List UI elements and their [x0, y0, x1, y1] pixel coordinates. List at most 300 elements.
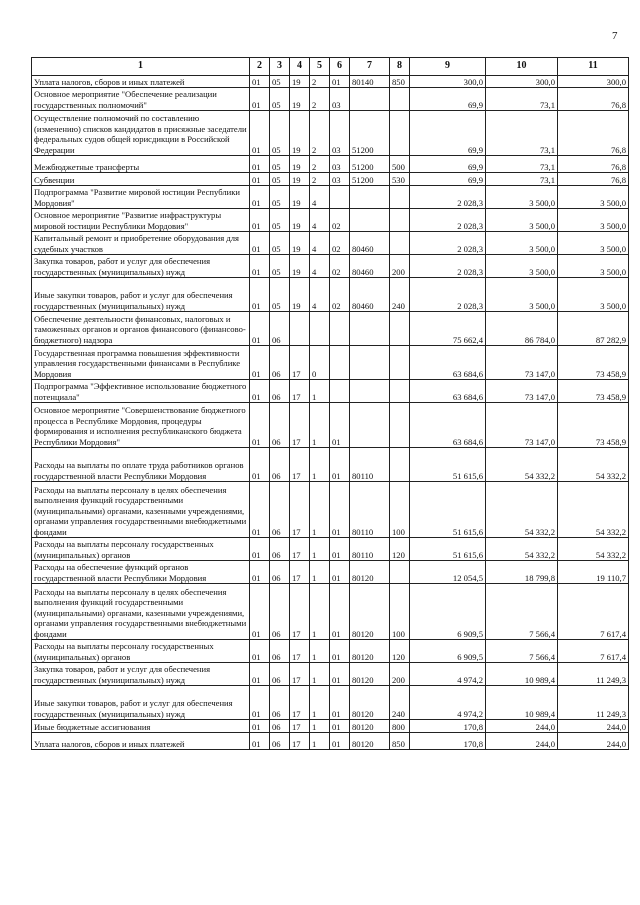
- direction-code-cell: [350, 312, 390, 346]
- row-name-cell: Иные закупки товаров, работ и услуг для обеспечения государственных (муниципальных) нужд: [32, 278, 250, 312]
- table-body: [32, 76, 629, 750]
- amount-year3-cell: 76,8: [558, 88, 629, 111]
- subprogram-code-cell: 2: [310, 76, 330, 88]
- header-cell: 11: [558, 58, 629, 76]
- program-code-cell: 19: [290, 88, 310, 111]
- amount-year3-cell: 3 500,0: [558, 186, 629, 209]
- row-name-cell: Субвенции: [32, 173, 250, 186]
- expense-type-cell: 200: [390, 663, 410, 686]
- direction-code-cell: [350, 346, 390, 380]
- expense-type-cell: 500: [390, 156, 410, 173]
- code-section-cell: 01: [250, 448, 270, 482]
- amount-year3-cell: 3 500,0: [558, 209, 629, 232]
- amount-year2-cell: 73 147,0: [486, 380, 558, 403]
- amount-year1-cell: 63 684,6: [410, 380, 486, 403]
- table-row: [32, 663, 629, 686]
- row-name-cell: Расходы на выплаты персоналу в целях обеспечения выполнения функций государственными (муниципальными) органами, казенными учреждениями, органами управления государственными внебюджетными фондами: [32, 482, 250, 538]
- code-subsection-cell: 05: [270, 173, 290, 186]
- measure-code-cell: 01: [330, 448, 350, 482]
- code-subsection-cell: 06: [270, 380, 290, 403]
- direction-code-cell: [350, 209, 390, 232]
- subprogram-code-cell: 0: [310, 346, 330, 380]
- header-cell: 2: [250, 58, 270, 76]
- subprogram-code-cell: 1: [310, 561, 330, 584]
- amount-year1-cell: 63 684,6: [410, 346, 486, 380]
- amount-year3-cell: 244,0: [558, 733, 629, 750]
- table-row: [32, 173, 629, 186]
- subprogram-code-cell: 1: [310, 403, 330, 448]
- code-subsection-cell: 05: [270, 156, 290, 173]
- program-code-cell: 17: [290, 482, 310, 538]
- amount-year3-cell: 19 110,7: [558, 561, 629, 584]
- amount-year3-cell: 11 249,3: [558, 686, 629, 720]
- expense-type-cell: [390, 561, 410, 584]
- direction-code-cell: [350, 380, 390, 403]
- direction-code-cell: 80120: [350, 720, 390, 733]
- subprogram-code-cell: 2: [310, 173, 330, 186]
- code-section-cell: 01: [250, 232, 270, 255]
- code-subsection-cell: 06: [270, 346, 290, 380]
- row-name-cell: Подпрограмма "Эффективное использование бюджетного потенциала": [32, 380, 250, 403]
- direction-code-cell: 80110: [350, 448, 390, 482]
- expense-type-cell: [390, 448, 410, 482]
- subprogram-code-cell: 1: [310, 663, 330, 686]
- program-code-cell: 17: [290, 663, 310, 686]
- code-section-cell: 01: [250, 561, 270, 584]
- code-section-cell: 01: [250, 76, 270, 88]
- table-row: [32, 720, 629, 733]
- budget-table: [31, 57, 629, 750]
- program-code-cell: 17: [290, 561, 310, 584]
- table-row: [32, 255, 629, 278]
- subprogram-code-cell: 4: [310, 209, 330, 232]
- row-name-cell: Иные бюджетные ассигнования: [32, 720, 250, 733]
- program-code-cell: 17: [290, 720, 310, 733]
- program-code-cell: 19: [290, 111, 310, 156]
- measure-code-cell: 01: [330, 584, 350, 640]
- expense-type-cell: 240: [390, 278, 410, 312]
- direction-code-cell: 80120: [350, 663, 390, 686]
- expense-type-cell: 850: [390, 733, 410, 750]
- direction-code-cell: 80120: [350, 640, 390, 663]
- amount-year3-cell: 54 332,2: [558, 538, 629, 561]
- code-subsection-cell: 06: [270, 733, 290, 750]
- amount-year1-cell: 12 054,5: [410, 561, 486, 584]
- expense-type-cell: 120: [390, 538, 410, 561]
- expense-type-cell: [390, 312, 410, 346]
- table-row: [32, 733, 629, 750]
- direction-code-cell: 51200: [350, 156, 390, 173]
- table-row: [32, 88, 629, 111]
- expense-type-cell: 100: [390, 482, 410, 538]
- amount-year2-cell: 54 332,2: [486, 538, 558, 561]
- code-section-cell: 01: [250, 255, 270, 278]
- amount-year2-cell: 10 989,4: [486, 686, 558, 720]
- amount-year3-cell: 87 282,9: [558, 312, 629, 346]
- row-name-cell: Осуществление полномочий по составлению (изменению) списков кандидатов в присяжные заседатели федеральных судов общей юрисдикции в Российской Федерации: [32, 111, 250, 156]
- amount-year2-cell: 73 147,0: [486, 346, 558, 380]
- amount-year1-cell: 170,8: [410, 733, 486, 750]
- measure-code-cell: [330, 312, 350, 346]
- table-row: [32, 640, 629, 663]
- code-subsection-cell: 05: [270, 255, 290, 278]
- table-header-row: [32, 58, 629, 76]
- table-row: [32, 186, 629, 209]
- program-code-cell: 17: [290, 448, 310, 482]
- table-row: [32, 538, 629, 561]
- amount-year1-cell: 63 684,6: [410, 403, 486, 448]
- row-name-cell: Расходы на выплаты персоналу государственных (муниципальных) органов: [32, 538, 250, 561]
- code-subsection-cell: 05: [270, 88, 290, 111]
- measure-code-cell: 01: [330, 403, 350, 448]
- subprogram-code-cell: [310, 312, 330, 346]
- code-section-cell: 01: [250, 733, 270, 750]
- amount-year1-cell: 300,0: [410, 76, 486, 88]
- subprogram-code-cell: 1: [310, 686, 330, 720]
- program-code-cell: 17: [290, 403, 310, 448]
- expense-type-cell: [390, 111, 410, 156]
- amount-year1-cell: 2 028,3: [410, 232, 486, 255]
- amount-year2-cell: 3 500,0: [486, 186, 558, 209]
- measure-code-cell: 01: [330, 561, 350, 584]
- direction-code-cell: 51200: [350, 173, 390, 186]
- amount-year1-cell: 51 615,6: [410, 538, 486, 561]
- program-code-cell: 19: [290, 76, 310, 88]
- code-section-cell: 01: [250, 156, 270, 173]
- expense-type-cell: 850: [390, 76, 410, 88]
- code-subsection-cell: 06: [270, 538, 290, 561]
- row-name-cell: Подпрограмма "Развитие мировой юстиции Республики Мордовия": [32, 186, 250, 209]
- code-subsection-cell: 06: [270, 448, 290, 482]
- code-section-cell: 01: [250, 346, 270, 380]
- code-section-cell: 01: [250, 278, 270, 312]
- header-cell: 5: [310, 58, 330, 76]
- subprogram-code-cell: 1: [310, 640, 330, 663]
- measure-code-cell: 03: [330, 88, 350, 111]
- amount-year2-cell: 7 566,4: [486, 584, 558, 640]
- row-name-cell: Основное мероприятие "Развитие инфраструктуры мировой юстиции Республики Мордовия": [32, 209, 250, 232]
- direction-code-cell: [350, 403, 390, 448]
- amount-year3-cell: 7 617,4: [558, 640, 629, 663]
- amount-year3-cell: 76,8: [558, 156, 629, 173]
- code-section-cell: 01: [250, 380, 270, 403]
- amount-year2-cell: 10 989,4: [486, 663, 558, 686]
- amount-year3-cell: 76,8: [558, 111, 629, 156]
- amount-year1-cell: 4 974,2: [410, 686, 486, 720]
- code-section-cell: 01: [250, 403, 270, 448]
- expense-type-cell: 240: [390, 686, 410, 720]
- code-section-cell: 01: [250, 209, 270, 232]
- program-code-cell: 19: [290, 156, 310, 173]
- amount-year1-cell: 2 028,3: [410, 255, 486, 278]
- code-subsection-cell: 06: [270, 403, 290, 448]
- amount-year1-cell: 4 974,2: [410, 663, 486, 686]
- program-code-cell: 17: [290, 346, 310, 380]
- amount-year3-cell: 76,8: [558, 173, 629, 186]
- table-row: [32, 111, 629, 156]
- program-code-cell: 19: [290, 255, 310, 278]
- subprogram-code-cell: 1: [310, 538, 330, 561]
- code-subsection-cell: 06: [270, 584, 290, 640]
- row-name-cell: Обеспечение деятельности финансовых, налоговых и таможенных органов и органов финансового (финансово-бюджетного) надзора: [32, 312, 250, 346]
- code-subsection-cell: 06: [270, 663, 290, 686]
- code-section-cell: 01: [250, 584, 270, 640]
- code-subsection-cell: 05: [270, 76, 290, 88]
- amount-year3-cell: 73 458,9: [558, 346, 629, 380]
- program-code-cell: 19: [290, 186, 310, 209]
- measure-code-cell: 02: [330, 209, 350, 232]
- measure-code-cell: 01: [330, 686, 350, 720]
- row-name-cell: Государственная программа повышения эффективности управления государственными финансами в Республике Мордовия: [32, 346, 250, 380]
- header-cell: 9: [410, 58, 486, 76]
- amount-year3-cell: 73 458,9: [558, 403, 629, 448]
- amount-year3-cell: 3 500,0: [558, 232, 629, 255]
- table-row: [32, 584, 629, 640]
- expense-type-cell: [390, 346, 410, 380]
- table-row: [32, 403, 629, 448]
- program-code-cell: [290, 312, 310, 346]
- code-subsection-cell: 06: [270, 312, 290, 346]
- measure-code-cell: 03: [330, 173, 350, 186]
- amount-year2-cell: 73,1: [486, 156, 558, 173]
- amount-year2-cell: 73,1: [486, 111, 558, 156]
- code-subsection-cell: 05: [270, 111, 290, 156]
- row-name-cell: Уплата налогов, сборов и иных платежей: [32, 76, 250, 88]
- measure-code-cell: 01: [330, 76, 350, 88]
- amount-year3-cell: 54 332,2: [558, 448, 629, 482]
- expense-type-cell: [390, 403, 410, 448]
- amount-year1-cell: 2 028,3: [410, 209, 486, 232]
- code-subsection-cell: 05: [270, 186, 290, 209]
- amount-year3-cell: 73 458,9: [558, 380, 629, 403]
- amount-year2-cell: 18 799,8: [486, 561, 558, 584]
- amount-year2-cell: 73,1: [486, 173, 558, 186]
- subprogram-code-cell: 1: [310, 380, 330, 403]
- amount-year2-cell: 3 500,0: [486, 278, 558, 312]
- header-cell: 6: [330, 58, 350, 76]
- row-name-cell: Основное мероприятие "Обеспечение реализации государственных полномочий": [32, 88, 250, 111]
- program-code-cell: 19: [290, 232, 310, 255]
- expense-type-cell: [390, 232, 410, 255]
- direction-code-cell: 80120: [350, 686, 390, 720]
- measure-code-cell: 01: [330, 720, 350, 733]
- code-section-cell: 01: [250, 111, 270, 156]
- amount-year3-cell: 3 500,0: [558, 255, 629, 278]
- row-name-cell: Иные закупки товаров, работ и услуг для обеспечения государственных (муниципальных) нужд: [32, 686, 250, 720]
- subprogram-code-cell: 1: [310, 720, 330, 733]
- row-name-cell: Расходы на выплаты персоналу государственных (муниципальных) органов: [32, 640, 250, 663]
- amount-year3-cell: 3 500,0: [558, 278, 629, 312]
- program-code-cell: 17: [290, 640, 310, 663]
- code-subsection-cell: 06: [270, 686, 290, 720]
- amount-year2-cell: 3 500,0: [486, 209, 558, 232]
- subprogram-code-cell: 1: [310, 733, 330, 750]
- direction-code-cell: 80460: [350, 278, 390, 312]
- amount-year2-cell: 3 500,0: [486, 232, 558, 255]
- direction-code-cell: 80460: [350, 255, 390, 278]
- code-section-cell: 01: [250, 538, 270, 561]
- row-name-cell: Межбюджетные трансферты: [32, 156, 250, 173]
- amount-year2-cell: 86 784,0: [486, 312, 558, 346]
- code-section-cell: 01: [250, 482, 270, 538]
- table-row: [32, 686, 629, 720]
- code-subsection-cell: 06: [270, 561, 290, 584]
- row-name-cell: Основное мероприятие "Совершенствование бюджетного процесса в Республике Мордовия, процедуры формирования и исполнения республиканского бюджета Республики Мордовия": [32, 403, 250, 448]
- amount-year1-cell: 2 028,3: [410, 278, 486, 312]
- measure-code-cell: 01: [330, 538, 350, 561]
- header-cell: 4: [290, 58, 310, 76]
- code-section-cell: 01: [250, 686, 270, 720]
- measure-code-cell: [330, 346, 350, 380]
- program-code-cell: 17: [290, 733, 310, 750]
- amount-year3-cell: 7 617,4: [558, 584, 629, 640]
- table-row: [32, 312, 629, 346]
- amount-year1-cell: 75 662,4: [410, 312, 486, 346]
- code-subsection-cell: 05: [270, 209, 290, 232]
- subprogram-code-cell: 2: [310, 156, 330, 173]
- program-code-cell: 17: [290, 380, 310, 403]
- amount-year2-cell: 244,0: [486, 733, 558, 750]
- measure-code-cell: 03: [330, 156, 350, 173]
- table-row: [32, 561, 629, 584]
- header-cell: 3: [270, 58, 290, 76]
- amount-year3-cell: 11 249,3: [558, 663, 629, 686]
- amount-year3-cell: 244,0: [558, 720, 629, 733]
- amount-year2-cell: 3 500,0: [486, 255, 558, 278]
- subprogram-code-cell: 1: [310, 482, 330, 538]
- direction-code-cell: 80110: [350, 538, 390, 561]
- code-subsection-cell: 06: [270, 640, 290, 663]
- subprogram-code-cell: 4: [310, 278, 330, 312]
- table-row: [32, 346, 629, 380]
- expense-type-cell: [390, 186, 410, 209]
- row-name-cell: Капитальный ремонт и приобретение оборудования для судебных участков: [32, 232, 250, 255]
- header-cell: 7: [350, 58, 390, 76]
- expense-type-cell: [390, 88, 410, 111]
- row-name-cell: Закупка товаров, работ и услуг для обеспечения государственных (муниципальных) нужд: [32, 255, 250, 278]
- code-section-cell: 01: [250, 173, 270, 186]
- code-subsection-cell: 05: [270, 278, 290, 312]
- amount-year2-cell: 73 147,0: [486, 403, 558, 448]
- amount-year1-cell: 6 909,5: [410, 584, 486, 640]
- expense-type-cell: 100: [390, 584, 410, 640]
- table-row: [32, 278, 629, 312]
- amount-year1-cell: 69,9: [410, 173, 486, 186]
- row-name-cell: Уплата налогов, сборов и иных платежей: [32, 733, 250, 750]
- measure-code-cell: 01: [330, 482, 350, 538]
- program-code-cell: 17: [290, 686, 310, 720]
- measure-code-cell: 02: [330, 232, 350, 255]
- header-cell: 8: [390, 58, 410, 76]
- table-row: [32, 209, 629, 232]
- amount-year1-cell: 51 615,6: [410, 448, 486, 482]
- code-subsection-cell: 05: [270, 232, 290, 255]
- expense-type-cell: 800: [390, 720, 410, 733]
- program-code-cell: 19: [290, 278, 310, 312]
- code-section-cell: 01: [250, 88, 270, 111]
- subprogram-code-cell: 2: [310, 111, 330, 156]
- amount-year1-cell: 69,9: [410, 156, 486, 173]
- code-subsection-cell: 06: [270, 482, 290, 538]
- measure-code-cell: 01: [330, 640, 350, 663]
- subprogram-code-cell: 4: [310, 255, 330, 278]
- header-cell: 10: [486, 58, 558, 76]
- amount-year1-cell: 69,9: [410, 88, 486, 111]
- code-section-cell: 01: [250, 720, 270, 733]
- measure-code-cell: [330, 186, 350, 209]
- row-name-cell: Расходы на выплаты по оплате труда работников органов государственной власти Республики Мордовия: [32, 448, 250, 482]
- direction-code-cell: 51200: [350, 111, 390, 156]
- subprogram-code-cell: 4: [310, 186, 330, 209]
- row-name-cell: Закупка товаров, работ и услуг для обеспечения государственных (муниципальных) нужд: [32, 663, 250, 686]
- table-row: [32, 380, 629, 403]
- code-section-cell: 01: [250, 186, 270, 209]
- page-number: 7: [612, 30, 618, 42]
- amount-year1-cell: 2 028,3: [410, 186, 486, 209]
- program-code-cell: 17: [290, 538, 310, 561]
- row-name-cell: Расходы на выплаты персоналу в целях обеспечения выполнения функций государственными (муниципальными) органами, казенными учреждениями, органами управления государственными внебюджетными фондами: [32, 584, 250, 640]
- direction-code-cell: 80110: [350, 482, 390, 538]
- direction-code-cell: 80120: [350, 561, 390, 584]
- subprogram-code-cell: 1: [310, 584, 330, 640]
- amount-year2-cell: 54 332,2: [486, 448, 558, 482]
- program-code-cell: 19: [290, 173, 310, 186]
- table-row: [32, 232, 629, 255]
- row-name-cell: Расходы на обеспечение функций органов государственной власти Республики Мордовия: [32, 561, 250, 584]
- direction-code-cell: [350, 88, 390, 111]
- code-section-cell: 01: [250, 312, 270, 346]
- amount-year1-cell: 51 615,6: [410, 482, 486, 538]
- amount-year2-cell: 244,0: [486, 720, 558, 733]
- direction-code-cell: [350, 186, 390, 209]
- amount-year1-cell: 170,8: [410, 720, 486, 733]
- expense-type-cell: 530: [390, 173, 410, 186]
- amount-year1-cell: 69,9: [410, 111, 486, 156]
- measure-code-cell: 03: [330, 111, 350, 156]
- direction-code-cell: 80120: [350, 584, 390, 640]
- subprogram-code-cell: 4: [310, 232, 330, 255]
- direction-code-cell: 80140: [350, 76, 390, 88]
- amount-year3-cell: 300,0: [558, 76, 629, 88]
- table-row: [32, 156, 629, 173]
- measure-code-cell: 01: [330, 663, 350, 686]
- expense-type-cell: 200: [390, 255, 410, 278]
- amount-year2-cell: 300,0: [486, 76, 558, 88]
- expense-type-cell: [390, 380, 410, 403]
- code-section-cell: 01: [250, 640, 270, 663]
- amount-year2-cell: 73,1: [486, 88, 558, 111]
- header-cell: 1: [32, 58, 250, 76]
- expense-type-cell: [390, 209, 410, 232]
- subprogram-code-cell: 2: [310, 88, 330, 111]
- table-row: [32, 482, 629, 538]
- direction-code-cell: 80120: [350, 733, 390, 750]
- amount-year1-cell: 6 909,5: [410, 640, 486, 663]
- measure-code-cell: [330, 380, 350, 403]
- program-code-cell: 17: [290, 584, 310, 640]
- measure-code-cell: 02: [330, 255, 350, 278]
- amount-year2-cell: 54 332,2: [486, 482, 558, 538]
- code-section-cell: 01: [250, 663, 270, 686]
- measure-code-cell: 02: [330, 278, 350, 312]
- expense-type-cell: 120: [390, 640, 410, 663]
- code-subsection-cell: 06: [270, 720, 290, 733]
- table-row: [32, 448, 629, 482]
- measure-code-cell: 01: [330, 733, 350, 750]
- direction-code-cell: 80460: [350, 232, 390, 255]
- amount-year3-cell: 54 332,2: [558, 482, 629, 538]
- subprogram-code-cell: 1: [310, 448, 330, 482]
